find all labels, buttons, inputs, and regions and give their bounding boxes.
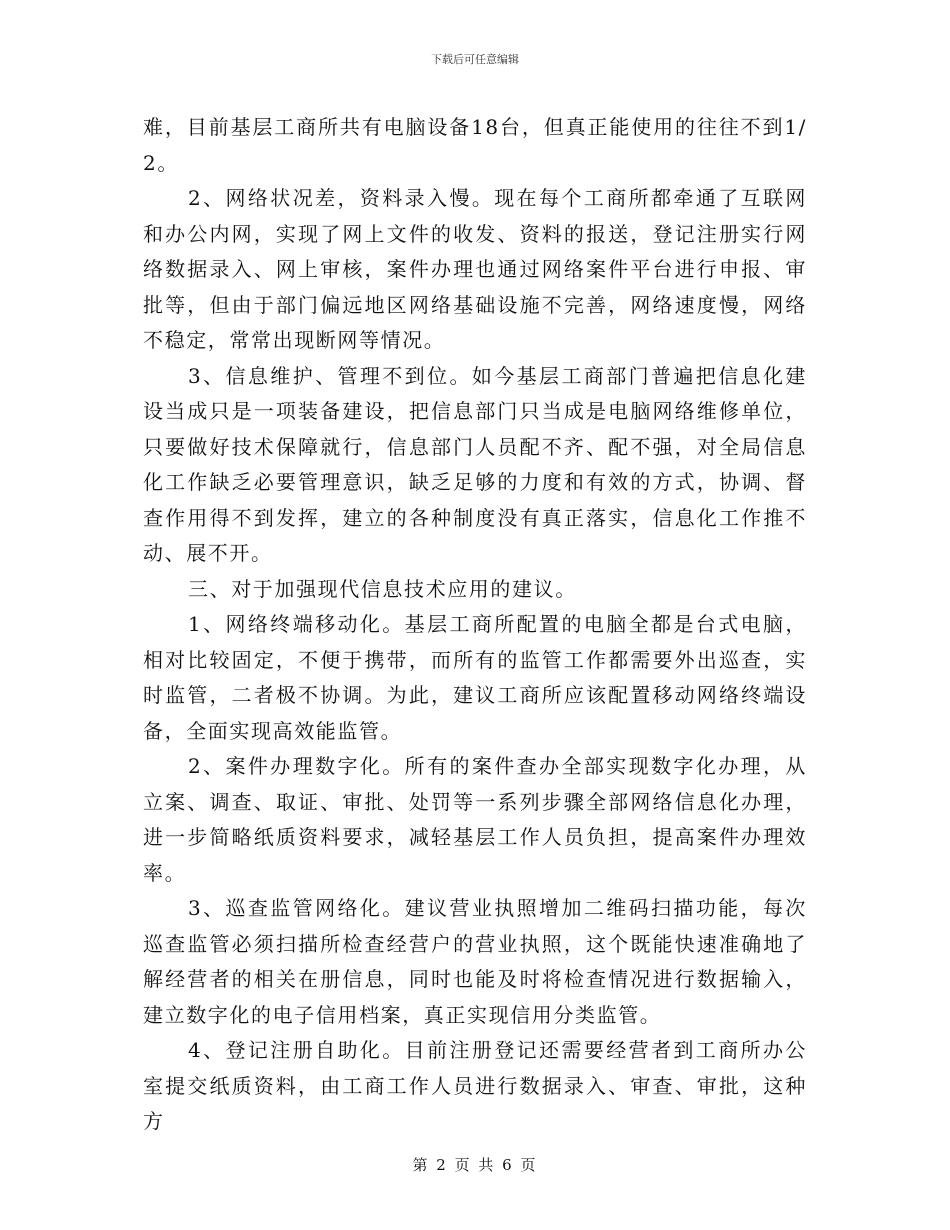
paragraph-inspection-network: 3、巡查监管网络化。建议营业执照增加二维码扫描功能，每次巡查监管必须扫描所检查经营户的营业执照，这个既能快速准确地了解经营者的相关在册信息，同时也能及时将检查情况进行数据输入，建立数字化的电子信用档案，真正实现信用分类监管。 [143, 896, 807, 1027]
section-heading-suggestions: 三、对于加强现代信息技术应用的建议。 [188, 576, 577, 601]
paragraph-self-service-registration: 4、登记注册自助化。目前注册登记还需要经营者到工商所办公室提交纸质资料，由工商工作人员进行数据录入、审查、审批，这种方 [143, 1038, 807, 1133]
paragraph-case-digitization: 2、案件办理数字化。所有的案件查办全部实现数字化办理，从立案、调查、取证、审批、处罚等一系列步骤全部网络信息化办理，进一步简略纸质资料要求，减轻基层工作人员负担，提高案件办理效率。 [143, 754, 807, 885]
page-footer: 第 2 页 共 6 页 [412, 1156, 538, 1174]
page-header: 下载后可任意编辑 [431, 53, 519, 66]
paragraph-continuation: 难，目前基层工商所共有电脑设备18台，但真正能使用的往往不到1/2。 [143, 115, 807, 175]
paragraph-maintenance-issue: 3、信息维护、管理不到位。如今基层工商部门普遍把信息化建设当成只是一项装备建设，把信息部门只当成是电脑网络维修单位，只要做好技术保障就行，信息部门人员配不齐、配不强，对全局信息化工作缺乏必要管理意识，缺乏足够的力度和有效的方式，协调、督查作用得不到发挥，建立的各种制度没有真正落实，信息化工作推不动、展不开。 [143, 363, 807, 565]
paragraph-network-issue: 2、网络状况差，资料录入慢。现在每个工商所都牵通了互联网和办公内网，实现了网上文件的收发、资料的报送，登记注册实行网络数据录入、网上审核，案件办理也通过网络案件平台进行申报、审批等，但由于部门偏远地区网络基础设施不完善，网络速度慢，网络不稳定，常常出现断网等情况。 [143, 186, 807, 352]
document-body [143, 110, 807, 1140]
paragraph-mobile-terminal: 1、网络终端移动化。基层工商所配置的电脑全都是台式电脑，相对比较固定，不便于携带，而所有的监管工作都需要外出巡查，实时监管，二者极不协调。为此，建议工商所应该配置移动网络终端设备，全面实现高效能监管。 [143, 612, 807, 743]
